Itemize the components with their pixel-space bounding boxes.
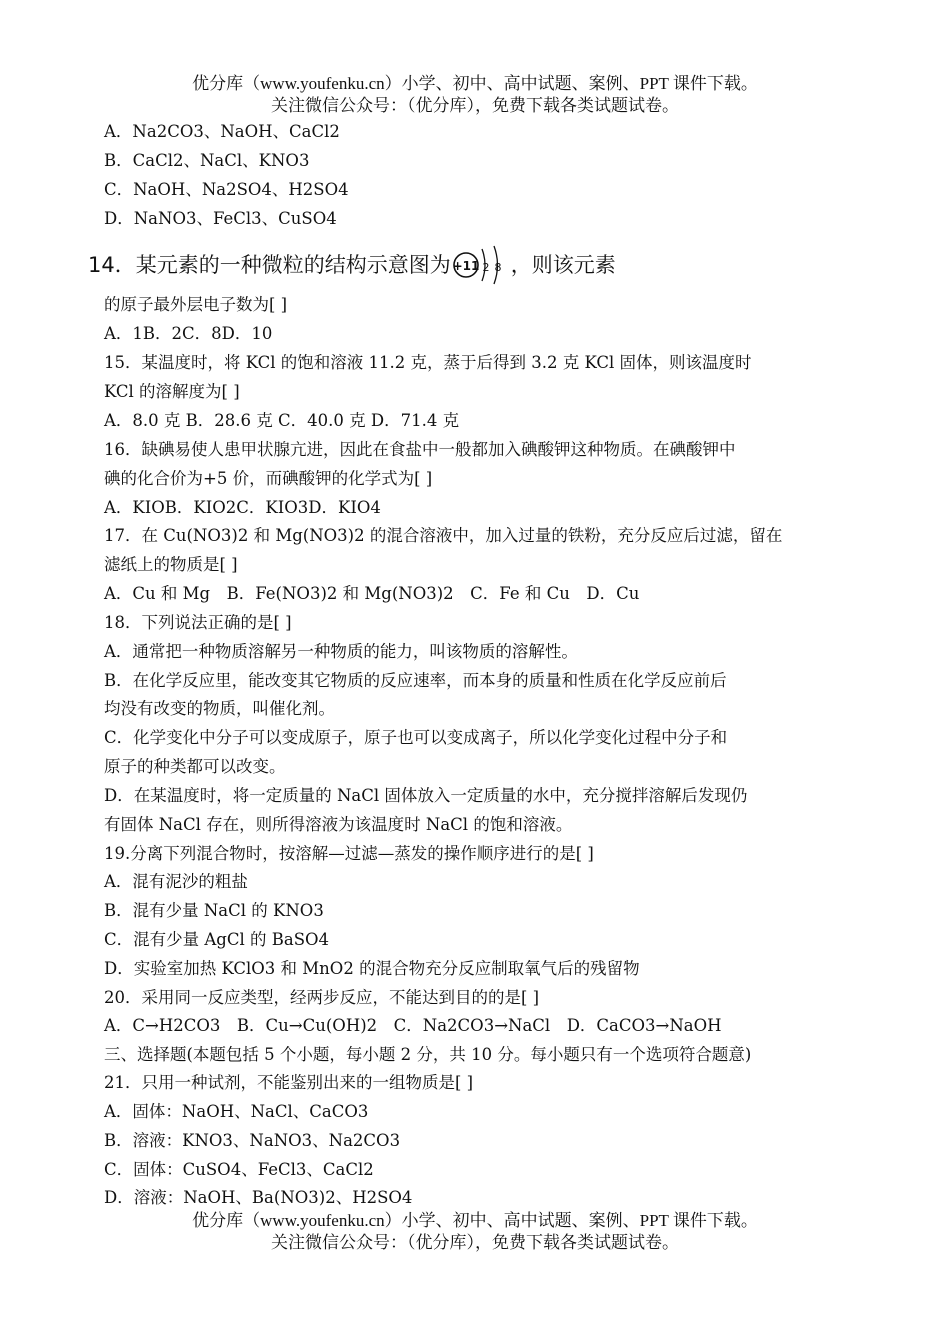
q21-option-c: C．固体：CuSO4、FeCl3、CaCl2	[104, 1160, 374, 1179]
q21-option-d: D．溶液：NaOH、Ba(NO3)2、H2SO4	[104, 1188, 413, 1207]
q16-options: A．KIOB．KIO2C．KIO3D．KIO4	[104, 498, 381, 517]
question-14-stem	[88, 240, 616, 290]
page-header	[0, 73, 950, 117]
q18-option-d-line-2: 有固体 NaCl 存在，则所得溶液为该温度时 NaCl 的饱和溶液。	[104, 815, 573, 834]
q16-stem-line-2: 碘的化合价为+5 价，而碘酸钾的化学式为[ ]	[104, 469, 433, 488]
q19-stem: 19.分离下列混合物时，按溶解—过滤—蒸发的操作顺序进行的是[ ]	[104, 844, 594, 863]
section-3-title: 三、选择题(本题包括 5 个小题，每小题 2 分，共 10 分。每小题只有一个选项符合题意)	[104, 1045, 752, 1064]
q15-stem-line-2: KCl 的溶解度为[ ]	[104, 382, 240, 401]
shell-2-electrons: 8	[494, 261, 502, 274]
q20-options: A．C→H2CO3 B．Cu→Cu(OH)2 C．Na2CO3→NaCl D．CaCO3→NaOH	[104, 1016, 722, 1035]
q19-option-c: C．混有少量 AgCl 的 BaSO4	[104, 930, 330, 949]
header-line-2: 关注微信公众号：（优分库），免费下载各类试题试卷。	[271, 96, 679, 115]
q17-options: A．Cu 和 Mg B．Fe(NO3)2 和 Mg(NO3)2 C．Fe 和 Cu D．Cu	[104, 584, 640, 603]
q21-option-a: A．固体：NaOH、NaCl、CaCO3	[104, 1102, 369, 1121]
header-line-1: 优分库（www.youfenku.cn）小学、初中、高中试题、案例、PPT 课件下载。	[192, 74, 758, 93]
q13-option-d: D．NaNO3、FeCl3、CuSO4	[104, 209, 337, 228]
atom-structure-diagram	[451, 240, 511, 290]
q13-option-c: C．NaOH、Na2SO4、H2SO4	[104, 180, 349, 199]
q20-stem: 20．采用同一反应类型，经两步反应，不能达到目的的是[ ]	[104, 988, 540, 1007]
page-footer	[0, 1210, 950, 1254]
q19-option-d: D．实验室加热 KClO3 和 MnO2 的混合物充分反应制取氧气后的残留物	[104, 959, 640, 978]
q13-option-a: A．Na2CO3、NaOH、CaCl2	[104, 122, 340, 141]
footer-line-2: 关注微信公众号：（优分库），免费下载各类试题试卷。	[271, 1233, 679, 1252]
q21-stem: 21．只用一种试剂，不能鉴别出来的一组物质是[ ]	[104, 1073, 474, 1092]
q13-option-b: B．CaCl2、NaCl、KNO3	[104, 151, 310, 170]
q18-option-b-line-2: 均没有改变的物质，叫催化剂。	[104, 699, 335, 718]
q19-option-a: A．混有泥沙的粗盐	[104, 872, 248, 891]
q14-stem-after: ，则该元素	[510, 253, 616, 277]
q15-stem-line-1: 15．某温度时，将 KCl 的饱和溶液 11.2 克，蒸于后得到 3.2 克 KCl 固体，则该温度时	[104, 353, 752, 372]
footer-line-1: 优分库（www.youfenku.cn）小学、初中、高中试题、案例、PPT 课件下载。	[192, 1211, 758, 1230]
q18-stem: 18．下列说法正确的是[ ]	[104, 613, 292, 632]
q18-option-c-line-2: 原子的种类都可以改变。	[104, 757, 286, 776]
q14-stem-line-2: 的原子最外层电子数为[ ]	[104, 295, 288, 314]
q16-stem-line-1: 16．缺碘易使人患甲状腺亢进，因此在食盐中一般都加入碘酸钾这种物质。在碘酸钾中	[104, 440, 736, 459]
q14-stem-before: 14．某元素的一种微粒的结构示意图为	[88, 253, 451, 277]
q18-option-d-line-1: D．在某温度时，将一定质量的 NaCl 固体放入一定质量的水中，充分搅拌溶解后发现仍	[104, 786, 748, 805]
shell-1-electrons: 2	[482, 261, 490, 274]
q14-options: A．1B．2C．8D．10	[104, 324, 273, 343]
q17-stem-line-2: 滤纸上的物质是[ ]	[104, 555, 238, 574]
q17-stem-line-1: 17．在 Cu(NO3)2 和 Mg(NO3)2 的混合溶液中，加入过量的铁粉，充分反应后过滤，留在	[104, 526, 783, 545]
q18-option-c-line-1: C．化学变化中分子可以变成原子，原子也可以变成离子，所以化学变化过程中分子和	[104, 728, 728, 747]
q21-option-b: B．溶液：KNO3、NaNO3、Na2CO3	[104, 1131, 401, 1150]
nucleus-charge: +11	[452, 259, 480, 273]
q18-option-a: A．通常把一种物质溶解另一种物质的能力，叫该物质的溶解性。	[104, 642, 578, 661]
q15-options: A．8.0 克 B．28.6 克 C．40.0 克 D．71.4 克	[104, 411, 460, 430]
q18-option-b-line-1: B．在化学反应里，能改变其它物质的反应速率，而本身的质量和性质在化学反应前后	[104, 671, 727, 690]
q19-option-b: B．混有少量 NaCl 的 KNO3	[104, 901, 324, 920]
